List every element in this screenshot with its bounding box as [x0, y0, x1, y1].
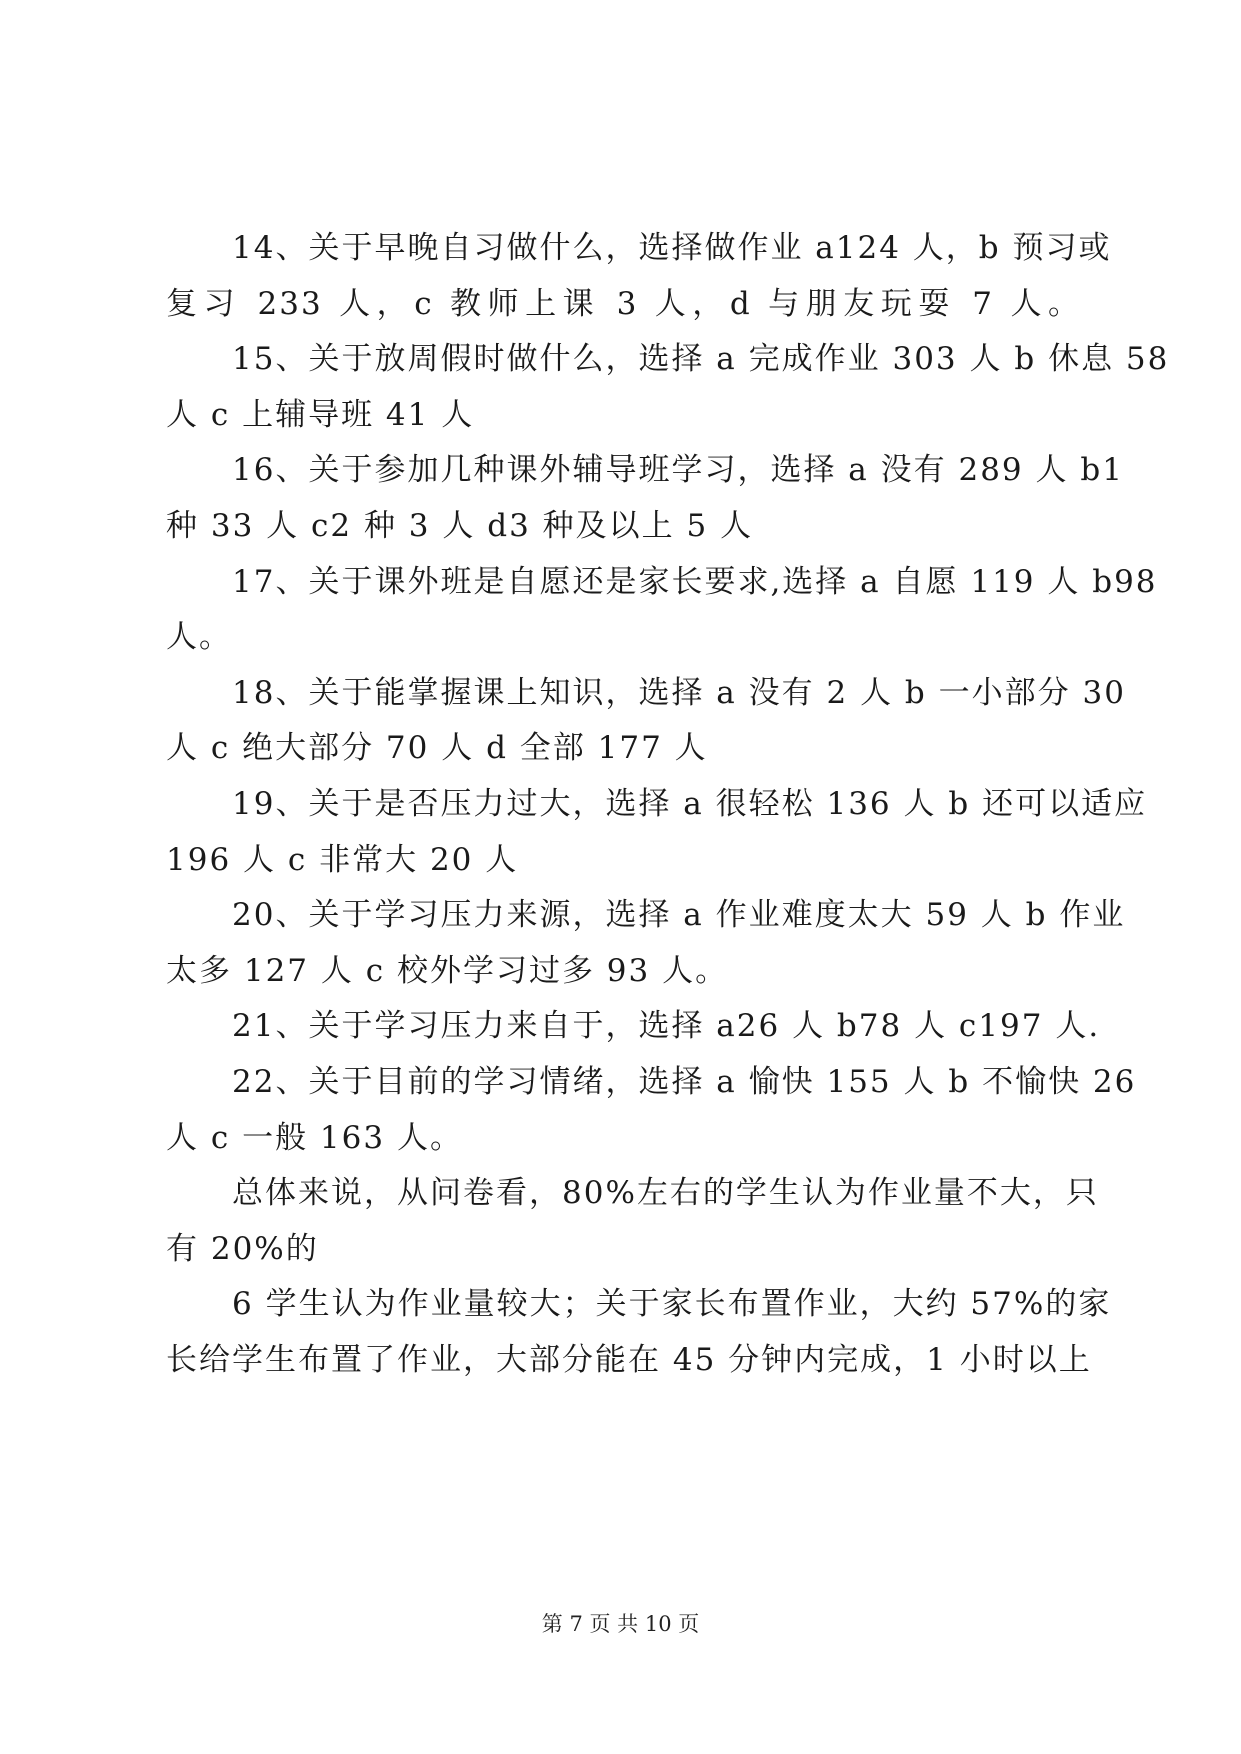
text-line: 人 c 上辅导班 41 人 — [166, 397, 475, 433]
text-line: 18、关于能掌握课上知识，选择 a 没有 2 人 b 一小部分 30 — [232, 675, 1126, 711]
text-line: 种 33 人 c2 种 3 人 d3 种及以上 5 人 — [166, 508, 754, 544]
text-line: 16、关于参加几种课外辅导班学习，选择 a 没有 289 人 b1 — [232, 452, 1124, 488]
text-line: 14、关于早晚自习做什么，选择做作业 a124 人，b 预习或 — [232, 230, 1112, 266]
text-line: 196 人 c 非常大 20 人 — [166, 842, 519, 878]
text-line: 人 c 一般 163 人。 — [166, 1120, 463, 1156]
text-line: 长给学生布置了作业，大部分能在 45 分钟内完成，1 小时以上 — [166, 1342, 1092, 1378]
text-line: 17、关于课外班是自愿还是家长要求,选择 a 自愿 119 人 b98 — [232, 564, 1158, 600]
text-line: 总体来说，从问卷看，80%左右的学生认为作业量不大，只 — [232, 1175, 1099, 1211]
text-line: 20、关于学习压力来源，选择 a 作业难度太大 59 人 b 作业 — [232, 897, 1126, 933]
text-line: 21、关于学习压力来自于，选择 a26 人 b78 人 c197 人. — [232, 1008, 1101, 1044]
page-number-footer: 第 7 页 共 10 页 — [541, 1612, 700, 1636]
text-line: 19、关于是否压力过大，选择 a 很轻松 136 人 b 还可以适应 — [232, 786, 1148, 822]
text-line: 22、关于目前的学习情绪，选择 a 愉快 155 人 b 不愉快 26 — [232, 1064, 1137, 1100]
text-line: 太多 127 人 c 校外学习过多 93 人。 — [166, 953, 729, 989]
text-line: 6 学生认为作业量较大；关于家长布置作业，大约 57%的家 — [232, 1286, 1112, 1322]
text-line: 人。 — [166, 619, 232, 655]
text-line: 人 c 绝大部分 70 人 d 全部 177 人 — [166, 730, 708, 766]
text-line: 有 20%的 — [166, 1231, 319, 1267]
text-line: 15、关于放周假时做什么，选择 a 完成作业 303 人 b 休息 58 — [232, 341, 1170, 377]
text-line: 复习 233 人，c 教师上课 3 人，d 与朋友玩耍 7 人。 — [166, 286, 1081, 322]
